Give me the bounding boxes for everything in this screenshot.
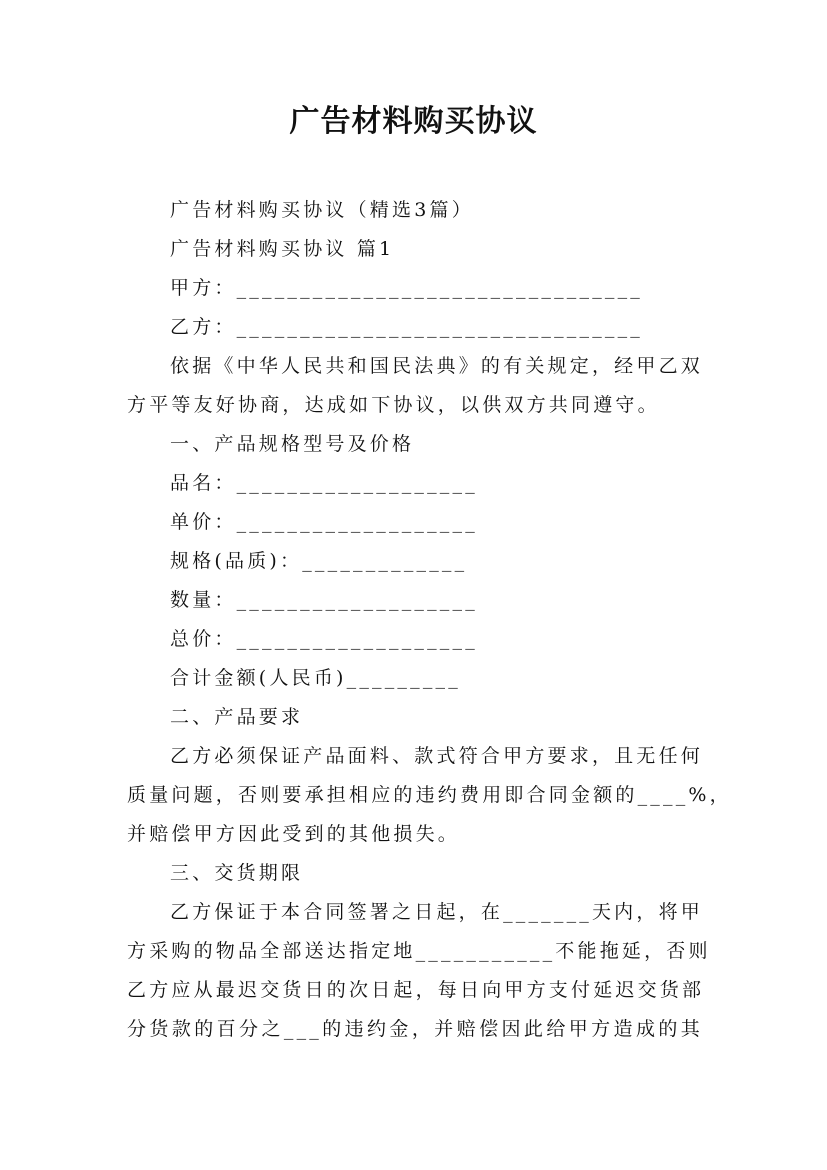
specification-line: 规格(品质)：_____________ [170, 550, 468, 572]
paragraph-line: 乙方保证于本合同签署之日起，在_______天内，将甲 [170, 901, 703, 923]
paragraph-line: 质量问题，否则要承担相应的违约费用即合同金额的____%， [127, 784, 732, 806]
paragraph-line: 并赔偿甲方因此受到的其他损失。 [127, 823, 461, 845]
paragraph-line: 依据《中华人民共和国民法典》的有关规定，经甲乙双 [170, 355, 703, 377]
paragraph-line: 分货款的百分之___的违约金，并赔偿因此给甲方造成的其 [127, 1018, 703, 1040]
total-price-line: 总价：___________________ [170, 628, 478, 650]
unit-price-line: 单价：___________________ [170, 511, 478, 533]
clause-heading: 二、产品要求 [170, 706, 304, 728]
product-name-line: 品名：___________________ [170, 472, 478, 494]
clause-heading: 一、产品规格型号及价格 [170, 433, 415, 455]
clause-heading: 三、交货期限 [170, 862, 304, 884]
section-heading-line: 广告材料购买协议 篇1 [170, 238, 395, 260]
total-amount-line: 合计金额(人民币)_________ [170, 667, 461, 689]
paragraph-line: 乙方必须保证产品面料、款式符合甲方要求，且无任何 [170, 745, 703, 767]
paragraph-line: 乙方应从最迟交货日的次日起，每日向甲方支付延迟交货部 [127, 979, 705, 1001]
subtitle-line: 广告材料购买协议（精选3篇） [170, 199, 474, 221]
party-a-line: 甲方：________________________________ [170, 277, 644, 299]
document-title: 广告材料购买协议 [289, 104, 538, 139]
paragraph-line: 方采购的物品全部送达指定地___________不能拖延，否则 [127, 940, 711, 962]
paragraph-line: 方平等友好协商，达成如下协议，以供双方共同遵守。 [127, 394, 660, 416]
quantity-line: 数量：___________________ [170, 589, 478, 611]
party-b-line: 乙方：________________________________ [170, 316, 644, 338]
